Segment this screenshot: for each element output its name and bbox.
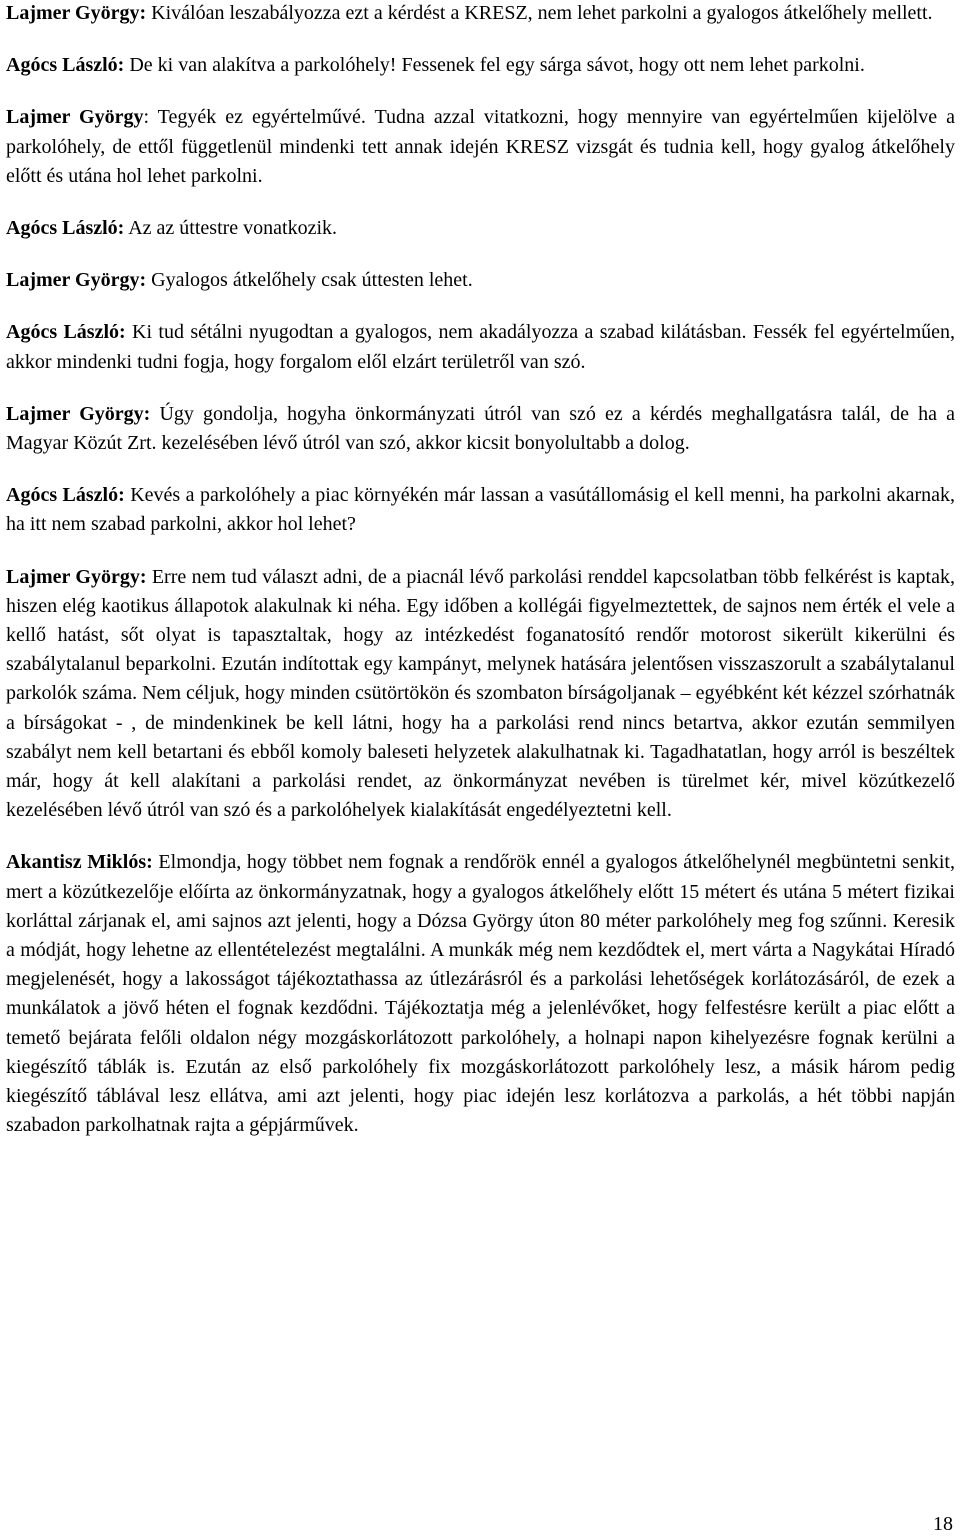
paragraph <box>6 848 955 1140</box>
speaker-name: Agócs László: <box>6 484 125 507</box>
paragraph <box>6 318 955 376</box>
speaker-name: Lajmer György: <box>6 565 147 588</box>
paragraph <box>6 481 955 539</box>
speaker-name: Lajmer György: <box>6 2 147 24</box>
paragraph-text: Erre nem tud választ adni, de a piacnál lévő parkolási renddel kapcsolatban több felkérést is kaptak, hiszen elég kaotikus állapotok alakulnak ki néha. Egy időben a kollégái figyelmeztettek, de sajnos nem érték el vele a kellő hatást, sőt olyat is tapasztaltak, hogy az intézkedést foganatosító rendőr motorost sikerült kikerülni és szabálytalanul beparkolni. Ezután indítottak egy kampányt, melynek hatására jelentősen visszaszorult a szabálytalanul parkolók száma. Nem céljuk, hogy minden csütörtökön és szombaton bírságoljanak – egyébként két kézzel szórhatnák a bírságokat - , de mindenkinek be kell látni, hogy ha a parkolási rend nincs betartva, akkor ezután semmilyen szabályt nem kell betartani és ebből komoly baleseti helyzetek alakulhatnak ki. Tagadhatatlan, hogy arról is beszéltek már, hogy át kell alakítani a parkolási rendet, az önkormányzat nevében is türelmet kér, mivel közútkezelő kezelésében lévő útról van szó és a parkolóhelyek kialakítását engedélyeztetni kell. <box>6 565 955 822</box>
speaker-name: Agócs László: <box>6 321 126 344</box>
paragraph <box>6 51 955 80</box>
paragraph-text: Kevés a parkolóhely a piac környékén már lassan a vasútállomásig el kell menni, ha parkolni akarnak, ha itt nem szabad parkolni, akkor hol lehet? <box>6 484 956 536</box>
paragraph-text: Kiválóan leszabályozza ezt a kérdést a KRESZ, nem lehet parkolni a gyalogos átkelőhely mellett. <box>146 2 933 24</box>
speaker-name: Lajmer György: <box>6 269 147 292</box>
paragraph-text: Elmondja, hogy többet nem fognak a rendőrök ennél a gyalogos átkelőhelynél megbüntetni senkit, mert a közútkezelője előírta az önkormányzatnak, hogy a gyalogos átkelőhely előtt 15 métert és utána 5 métert fizikai korláttal zárjanak el, ami sajnos azt jelenti, hogy a Dózsa György úton 80 méter parkolóhely meg fog szűnni. Keresik a módját, hogy lehetne az ellentételezést megtalálni. A munkák még nem kezdődtek el, mert várta a Nagykátai Híradó megjelenését, hogy a lakosságot tájékoztathassa az útlezárásról és a parkolási lehetőségek korlátozásáról, de ezek a munkálatok a jövő héten el fognak kezdődni. Tájékoztatja még a jelenlévőket, hogy felfestésre került a piac előtt a temető bejárata felőli oldalon négy mozgáskorlátozott parkolóhely, a holnapi napon kihelyezésre fognak kerülni a kiegészítő táblák is. Ezután az első parkolóhely fix mozgáskorlátozott parkolóhely lesz, a másik három pedig kiegészítő táblával lesz ellátva, ami azt jelenti, hogy piac idején lesz korlátozva a parkolás, a hét többi napján szabadon parkolhatnak rajta a gépjárművek. <box>6 851 955 1137</box>
paragraph <box>6 214 955 243</box>
speaker-name: Agócs László: <box>6 217 125 240</box>
paragraph <box>6 400 955 458</box>
speaker-name: Lajmer György: <box>6 402 151 425</box>
document-page <box>6 0 955 1164</box>
paragraph-text: De ki van alakítva a parkolóhely! Fessenek fel egy sárga sávot, hogy ott nem lehet parkolni. <box>124 54 865 77</box>
paragraph <box>6 103 955 191</box>
paragraph-text: Úgy gondolja, hogyha önkormányzati útról van szó ez a kérdés meghallgatásra talál, de ha a Magyar Közút Zrt. kezelésében lévő útról van szó, akkor kicsit bonyolultabb a dolog. <box>6 402 955 455</box>
speaker-name: Akantisz Miklós: <box>6 851 153 874</box>
page-number: 18 <box>933 1513 953 1535</box>
speaker-name: Agócs László: <box>6 54 125 77</box>
paragraph-text: Ki tud sétálni nyugodtan a gyalogos, nem akadályozza a szabad kilátásban. Fessék fel egyértelműen, akkor mindenki tudni fogja, hogy forgalom elől elzárt területről van szó. <box>6 321 955 373</box>
paragraph-text: Az az úttestre vonatkozik. <box>124 217 338 240</box>
paragraph-text: : Tegyék ez egyértelművé. Tudna azzal vitatkozni, hogy mennyire van egyértelműen kijelölve a parkolóhely, de ettől függetlenül mindenki tett annak idején KRESZ vizsgát és tudnia kell, hogy gyalog átkelőhely előtt és utána hol lehet parkolni. <box>6 106 955 187</box>
paragraph <box>6 0 955 28</box>
paragraph <box>6 563 955 826</box>
paragraph <box>6 266 955 295</box>
speaker-name: Lajmer György <box>6 106 144 129</box>
paragraph-text: Gyalogos átkelőhely csak úttesten lehet. <box>146 269 473 292</box>
